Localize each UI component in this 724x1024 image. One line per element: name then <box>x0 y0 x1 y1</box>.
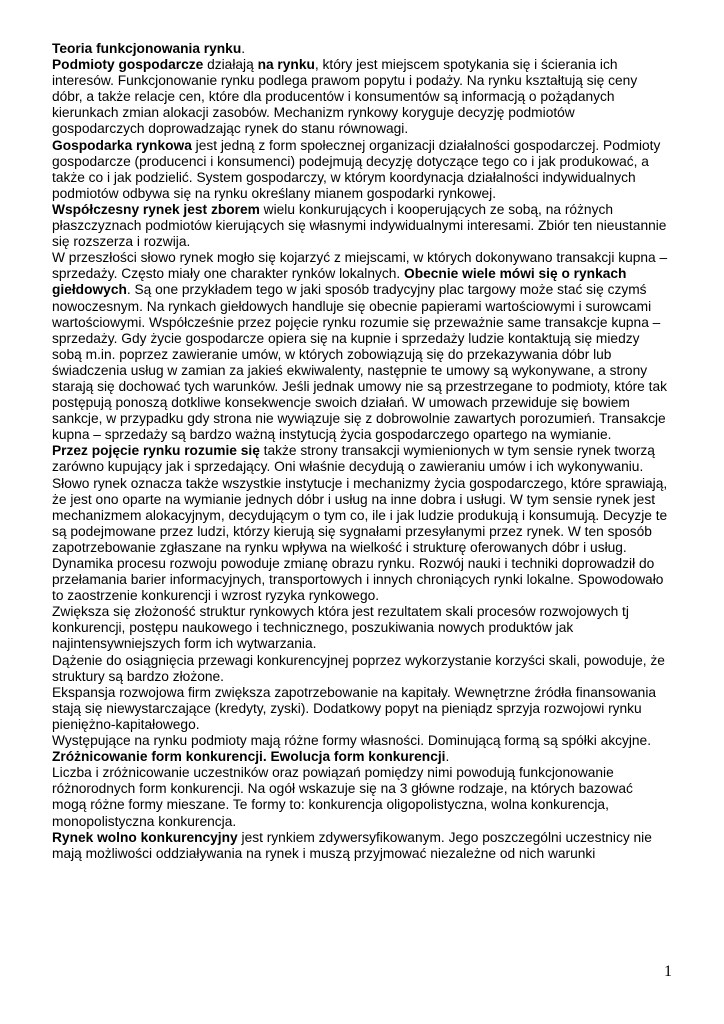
paragraph-market-concept: Przez pojęcie rynku rozumie się także strony transakcji wymienionych w tym sensie rynek tworzą zarówno kupujący jak i sprzedający. Oni właśnie decydują o zawieraniu umów i ich wykonywaniu. Słowo rynek oznacza także wszystkie instytucje i mechanizmy życia gospodarczego, które sprawiają, że jest ono oparte na wymianie jednych dóbr i usług na inne dobra i usługi. W tym sensie rynek jest mechanizmem alokacyjnym, decydującym o tym co, ile i jak ludzie produkują i konsumują. Decyzje te są podejmowane przez ludzi, którzy kierują się sygnałami przesyłanymi przez rynek. W ten sposób zapotrzebowanie zgłaszane na rynku wpływa na wielkość i strukturę oferowanych dóbr i usług. <box>52 443 668 555</box>
paragraph-market-complexity: Zwiększa się złożoność struktur rynkowych która jest rezultatem skali procesów rozwojowych tj konkurencji, postępu naukowego i technicznego, poszukiwania nowych produktów jak najintensywniejszych form ich wytwarzania. <box>52 604 629 652</box>
page-number: 1 <box>664 963 672 980</box>
paragraph-market-history: W przeszłości słowo rynek mogło się kojarzyć z miejscami, w których dokonywano transakcji kupna – sprzedaży. Często miały one charakter rynków lokalnych. Obecnie wiele mówi się o rynkach giełdowych. Są one przykładem tego w jaki sposób tradycyjny plac targowy może stać się czymś nowoczesnym. Na rynkach giełdowych handluje się obecnie papierami wartościowymi i surowcami wartościowymi. Współcześnie przez pojęcie rynku rozumie się przeważnie same transakcje kupna – sprzedaży. Gdy życie gospodarcze opiera się na kupnie i sprzedaży ludzie kontaktują się miedzy sobą m.in. poprzez zawieranie umów, w których zobowiązują się do przekazywania dóbr lub świadczenia usług w zamian za jakieś ekwiwalenty, następnie te umowy są wykonywane, a strony starają się dochować tych warunków. Jeśli jednak umowy nie są przestrzegane to podmioty, które tak postępują ponoszą dotkliwe konsekwencje swoich działań. W umowach przewiduje się bowiem sankcje, w przypadku gdy strona nie wywiązuje się z dobrowolnie zawartych porozumień. Transakcje kupna – sprzedaży są bardzo ważną instytucją życia gospodarczego opartego na wymianie. <box>52 250 668 443</box>
paragraph-competitive-advantage: Dążenie do osiągnięcia przewagi konkurencyjnej poprzez wykorzystanie korzyści skali, powoduje, że struktury są bardzo złożone. <box>52 652 665 684</box>
paragraph-ownership-forms: Występujące na rynku podmioty mają różne formy własności. Dominującą formą są spółki akcyjne. <box>52 733 652 749</box>
paragraph-competition-types: Liczba i zróżnicowanie uczestników oraz powiązań pomiędzy nimi powodują funkcjonowanie różnorodnych form konkurencji. Na ogół wskazuje się na 3 główne rodzaje, na których bazować mogą różne formy mieszane. Te formy to: konkurencja oligopolistyczna, wolna konkurencja, monopolistyczna konkurencja. <box>52 765 633 829</box>
paragraph-market-economy: Gospodarka rynkowa jest jedną z form społecznej organizacji działalności gospodarczej. Podmioty gospodarcze (producenci i konsumenci) podejmują decyzję dotyczące tego co i jak produkować, a także co i jak podzielić. System gospodarczy, w którym koordynacja działalności indywidualnych podmiotów odbywa się na rynku określany mianem gospodarki rynkowej. <box>52 137 661 201</box>
paragraph-free-competition: Rynek wolno konkurencyjny jest rynkiem zdywersyfikowanym. Jego poszczególni uczestnicy nie mają możliwości oddziaływania na rynek i muszą przyjmować niezależne od nich warunki <box>52 829 652 861</box>
paragraph-development-dynamics: Dynamika procesu rozwoju powoduje zmianę obrazu rynku. Rozwój nauki i techniki doprowadził do przełamania barier informacyjnych, transportowych i innych chroniących rynki lokalne. Spowodowało to zaostrzenie konkurencji i wzrost ryzyka rynkowego. <box>52 556 664 604</box>
paragraph-modern-market: Współczesny rynek jest zborem wielu konkurujących i kooperujących ze sobą, na różnych płaszczyznach podmiotów kierujących się własnymi indywidualnymi interesami. Zbiór ten nieustannie się rozszerza i rozwija. <box>52 201 667 250</box>
paragraph-economic-entities: Podmioty gospodarcze działają na rynku, który jest miejscem spotykania się i ścierania ich interesów. Funkcjonowanie rynku podlega prawom popytu i podaży. Na rynku kształtują się ceny dóbr, a także relacje cen, które dla producentów i konsumentów są informacją o pożądanych kierunkach zmian alokacji zasobów. Mechanizm rynkowy koryguje decyzję podmiotów gospodarczych doprowadzając rynek do stanu równowagi. <box>52 57 638 137</box>
paragraph-heading-market-theory: Teoria funkcjonowania rynku. <box>52 41 246 56</box>
paragraph-capital-demand: Ekspansja rozwojowa firm zwiększa zapotrzebowanie na kapitały. Wewnętrzne źródła finansowania stają się niewystarczające (kredyty, zyski). Dodatkowy popyt na pieniądz sprzyja rozwojowi rynku pieniężno-kapitałowego. <box>52 684 657 732</box>
document-body <box>52 41 668 862</box>
paragraph-heading-competition-forms: Zróżnicowanie form konkurencji. Ewolucja form konkurencji. <box>52 749 450 765</box>
